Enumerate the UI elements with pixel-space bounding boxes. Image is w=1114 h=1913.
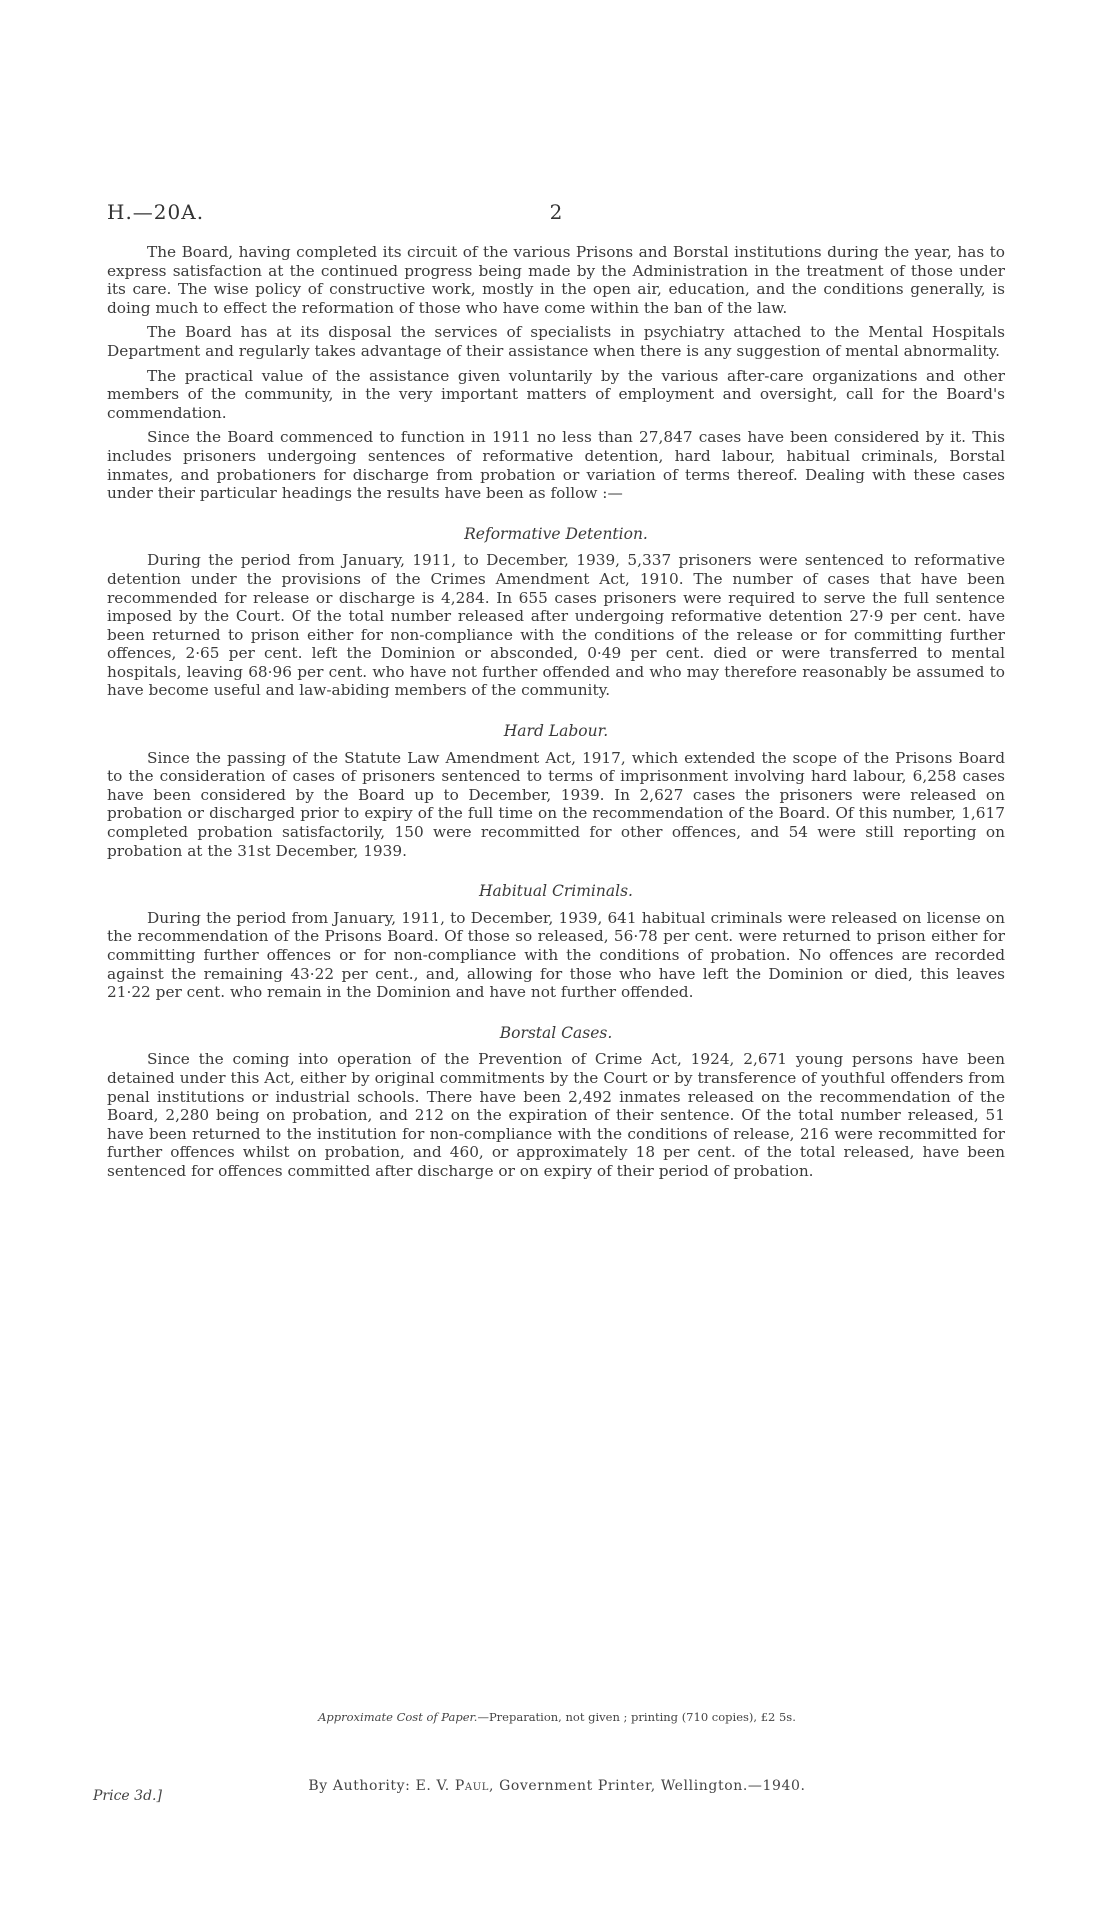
printer-name: E. V. Paul, <box>415 1778 495 1794</box>
section-heading-borstal: Borstal Cases. <box>499 1023 613 1042</box>
section-heading-hard-labour: Hard Labour. <box>503 722 609 741</box>
authority-suffix: Government Printer, Wellington.—1940. <box>499 1778 806 1794</box>
section-text-habitual: During the period from January, 1911, to December, 1939, 641 habitual criminals were released on license on the recommendation of the Prisons Board. Of those so released, 56·78 per cent. were returned to prison either for committing further offences or for non-compliance with the conditions of probation. No offences are recorded against the remaining 43·22 per cent., and, allowing for those who have left the Dominion or died, this leaves 21·22 per cent. who remain in the Dominion and have not further offended. <box>107 908 1005 1002</box>
section-text-hard-labour: Since the passing of the Statute Law Amendment Act, 1917, which extended the scope of the Prisons Board to the consideration of cases of prisoners sentenced to terms of imprisonment involving hard labour, 6,258 cases have been considered by the Board up to December, 1939. In 2,627 cases the prisoners were released on probation or discharged prior to expiry of the full time on the recommendation of the Board. Of this number, 1,617 completed probation satisfactorily, 150 were recommitted for other offences, and 54 were still reporting on probation at the 31st December, 1939. <box>107 748 1005 860</box>
section-text-reformative: During the period from January, 1911, to December, 1939, 5,337 prisoners were sentenced to reformative detention under the provisions of the Crimes Amendment Act, 1910. The number of cases that have been recommended for release or discharge is 4,284. In 655 cases prisoners were required to serve the full sentence imposed by the Court. Of the total number released after undergoing reformative detention 27·9 per cent. have been returned to prison either for non-compliance with the conditions of the release or for committing further offences, 2·65 per cent. left the Dominion or absconded, 0·49 per cent. died or were transferred to mental hospitals, leaving 68·96 per cent. who have not further offended and who may therefore reasonably be assumed to have become useful and law-abiding members of the community. <box>107 551 1005 700</box>
intro-paragraph-3: The practical value of the assistance given voluntarily by the various after-care organizations and other members of the community, in the very important matters of employment and oversight, call for the Board's commendation. <box>107 366 1005 422</box>
intro-paragraph-4: Since the Board commenced to function in 1911 no less than 27,847 cases have been considered by it. This includes prisoners undergoing sentences of reformative detention, hard labour, habitual criminals, Borstal inmates, and probationers for discharge from probation or variation of terms thereof. Dealing with these cases under their particular headings the results have been as follow :— <box>107 428 1005 503</box>
intro-paragraph-1: The Board, having completed its circuit of the various Prisons and Borstal institutions during the year, has to express satisfaction at the continued progress being made by the Administration in the treatment of those under its care. The wise policy of constructive work, mostly in the open air, education, and the conditions generally, is doing much to effect the reformation of those who have come within the ban of the law. <box>107 243 1005 317</box>
section-heading-habitual: Habitual Criminals. <box>479 882 633 901</box>
cost-label: Approximate Cost of Paper. <box>318 1710 478 1724</box>
section-heading-reformative: Reformative Detention. <box>464 524 648 543</box>
authority-prefix: By Authority: <box>308 1778 411 1794</box>
cost-text: —Preparation, not given ; printing (710 copies), £2 5s. <box>477 1710 796 1724</box>
page-number: 2 <box>549 200 563 224</box>
cost-of-paper-note <box>0 1710 1114 1724</box>
page-header <box>107 200 1005 230</box>
document-body <box>107 243 1005 1187</box>
document-reference: H.—20A. <box>107 200 205 224</box>
section-text-borstal: Since the coming into operation of the Prevention of Crime Act, 1924, 2,671 young persons have been detained under this Act, either by original commitments by the Court or by transference of youthful offenders from penal institutions or industrial schools. There have been 2,492 inmates released on the recommendation of the Board, 2,280 being on probation, and 212 on the expiration of their sentence. Of the total number released, 51 have been returned to the institution for non-compliance with the conditions of release, 216 were recommitted for further offences whilst on probation, and 460, or approximately 18 per cent. of the total released, have been sentenced for offences committed after discharge or on expiry of their period of probation. <box>107 1050 1005 1180</box>
price-note: Price 3d.] <box>93 1788 162 1804</box>
printer-authority-line <box>0 1778 1114 1794</box>
intro-paragraph-2: The Board has at its disposal the services of specialists in psychiatry attached to the Mental Hospitals Department and regularly takes advantage of their assistance when there is any suggestion of mental abnormality. <box>107 323 1005 360</box>
